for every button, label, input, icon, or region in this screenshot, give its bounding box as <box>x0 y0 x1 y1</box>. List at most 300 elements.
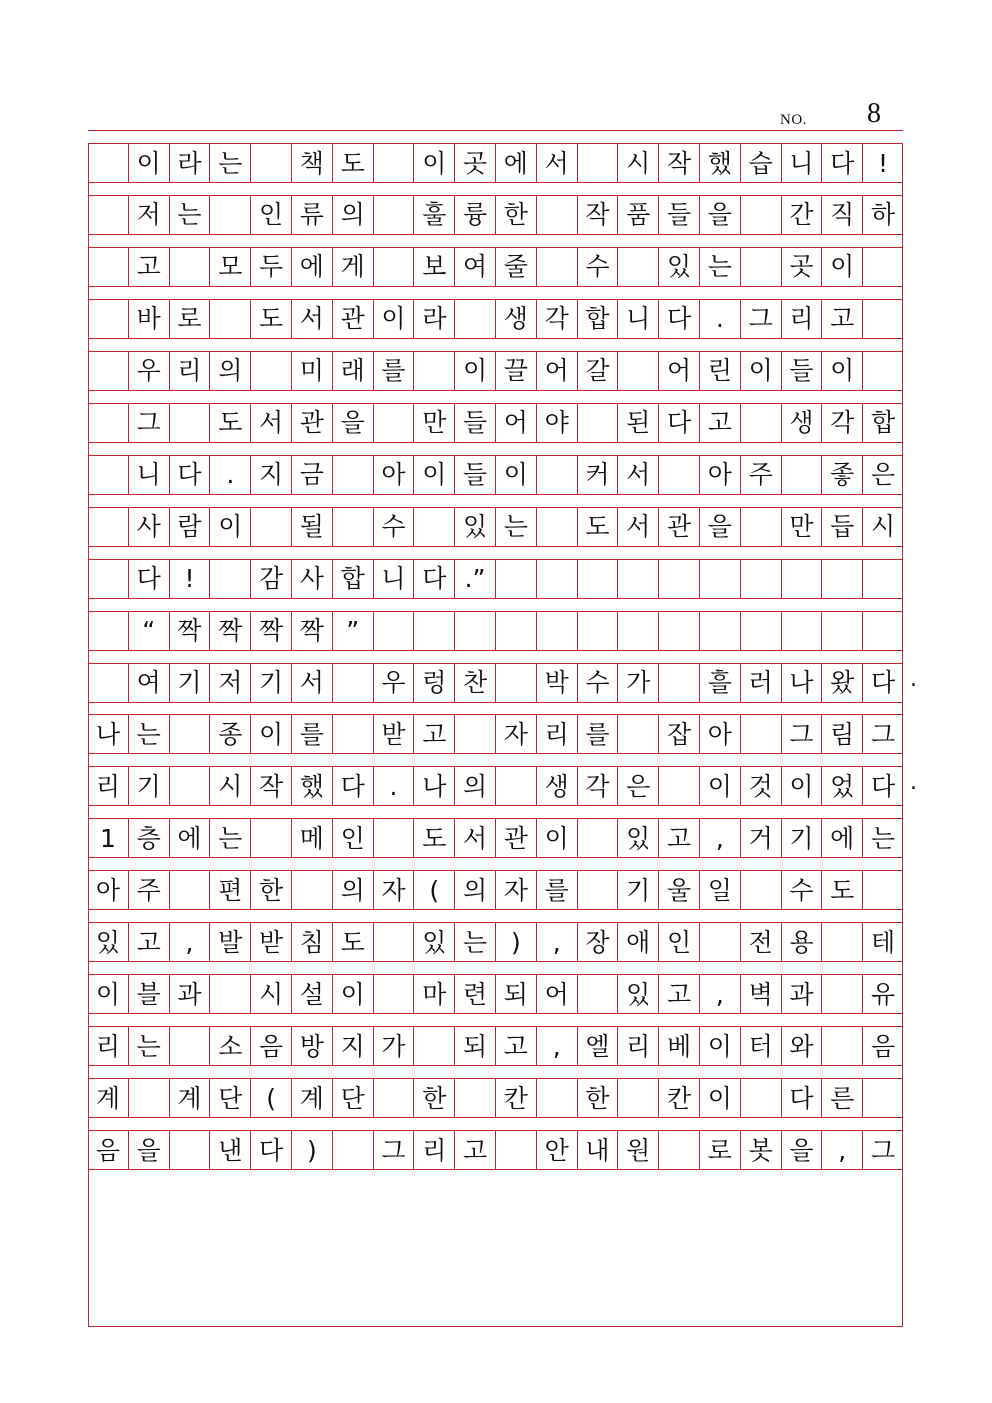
grid-cell: 자 <box>373 871 414 909</box>
grid-cell <box>740 196 781 234</box>
grid-cell: 시 <box>617 144 658 182</box>
grid-cell: 찬 <box>454 664 495 702</box>
grid-cell <box>454 612 495 650</box>
grid-cell <box>169 248 210 286</box>
grid-cell <box>821 975 862 1013</box>
grid-cell: 층 <box>128 819 169 857</box>
grid-cell: 에 <box>291 248 332 286</box>
grid-cell: 발 <box>209 923 250 961</box>
grid-cell <box>373 404 414 442</box>
grid-cell: 그 <box>740 300 781 338</box>
grid-cell: 이 <box>128 144 169 182</box>
grid-cell: 서 <box>617 456 658 494</box>
grid-cell: 지 <box>250 456 291 494</box>
grid-cell <box>413 508 454 546</box>
grid-cell: 의 <box>454 871 495 909</box>
grid-cell <box>740 1079 781 1117</box>
grid-cell <box>862 612 903 650</box>
grid-cell <box>740 404 781 442</box>
grid-cell: 단 <box>332 1079 373 1117</box>
grid-cell: 이 <box>250 715 291 753</box>
grid-cell: 받 <box>250 923 291 961</box>
grid-cell <box>209 975 250 1013</box>
grid-cell: 간 <box>781 196 822 234</box>
grid-cell: 리 <box>95 1031 120 1061</box>
grid-cell: 짝 <box>169 612 210 650</box>
grid-cell: 이 <box>495 456 536 494</box>
grid-cell: 각 <box>577 767 618 805</box>
grid-cell: 종 <box>209 715 250 753</box>
grid-cell <box>658 612 699 650</box>
grid-row <box>88 714 903 754</box>
grid-cell: 수 <box>577 664 618 702</box>
grid-cell: 과 <box>169 975 210 1013</box>
grid-cell: “ <box>128 612 169 650</box>
grid-cell: 울 <box>658 871 699 909</box>
grid-cell: 엘 <box>577 1027 618 1065</box>
grid-cell: 습 <box>740 144 781 182</box>
grid-cell: 들 <box>454 456 495 494</box>
grid-cell <box>373 975 414 1013</box>
grid-cell: 우 <box>128 352 169 390</box>
grid-cell: 래 <box>332 352 373 390</box>
grid-cell: 아 <box>373 456 414 494</box>
grid-cell: 에 <box>169 819 210 857</box>
grid-cell <box>88 352 128 390</box>
grid-cell: 을 <box>128 1131 169 1169</box>
grid-cell: 어 <box>658 352 699 390</box>
grid-cell: 장 <box>577 923 618 961</box>
grid-cell: 원 <box>617 1131 658 1169</box>
grid-cell: 두 <box>250 248 291 286</box>
grid-row <box>88 974 903 1014</box>
grid-cell: 다 <box>169 456 210 494</box>
grid-cell: 될 <box>291 508 332 546</box>
grid-cell: 일 <box>699 871 740 909</box>
grid-cell <box>536 1079 577 1117</box>
grid-cell: 도 <box>413 819 454 857</box>
grid-cell <box>373 1079 414 1117</box>
grid-cell: 도 <box>209 404 250 442</box>
grid-cell <box>862 560 903 598</box>
grid-cell: 었 <box>821 767 862 805</box>
grid-cell <box>536 248 577 286</box>
grid-cell: 야 <box>536 404 577 442</box>
grid-cell <box>617 715 658 753</box>
grid-cell: 지 <box>332 1027 373 1065</box>
grid-cell: 있 <box>658 248 699 286</box>
grid-cell: 자 <box>495 871 536 909</box>
grid-cell: 작 <box>658 144 699 182</box>
grid-cell <box>169 1131 210 1169</box>
grid-cell: 람 <box>169 508 210 546</box>
grid-cell: 짝 <box>291 612 332 650</box>
grid-cell <box>88 456 128 494</box>
grid-cell: 의 <box>332 196 373 234</box>
grid-cell: 서 <box>250 404 291 442</box>
grid-cell: 의 <box>332 871 373 909</box>
grid-cell: 블 <box>128 975 169 1013</box>
grid-cell <box>577 612 618 650</box>
grid-cell <box>454 1079 495 1117</box>
grid-cell: 이 <box>413 456 454 494</box>
grid-cell <box>699 923 740 961</box>
grid-cell <box>495 664 536 702</box>
grid-cell: 생 <box>781 404 822 442</box>
grid-cell: 로 <box>699 1131 740 1169</box>
grid-cell: 애 <box>617 923 658 961</box>
grid-cell: 는 <box>128 1027 169 1065</box>
grid-cell: 고 <box>658 819 699 857</box>
grid-cell: 용 <box>781 923 822 961</box>
grid-cell: 니 <box>128 456 169 494</box>
grid-cell: 린 <box>699 352 740 390</box>
grid-cell <box>658 664 699 702</box>
grid-cell: 한 <box>250 871 291 909</box>
grid-cell: 고 <box>128 923 169 961</box>
grid-cell: 거 <box>740 819 781 857</box>
grid-cell: 리 <box>95 771 120 801</box>
grid-cell: , <box>821 1131 862 1169</box>
grid-cell: 계 <box>169 1079 210 1117</box>
grid-cell: 고 <box>699 404 740 442</box>
grid-cell <box>862 1079 903 1117</box>
grid-cell: 기 <box>169 664 210 702</box>
grid-cell: 이 <box>95 979 120 1009</box>
grid-cell: 게 <box>332 248 373 286</box>
grid-cell <box>128 1079 169 1117</box>
grid-cell: 메 <box>291 819 332 857</box>
grid-cell: 그 <box>862 1131 903 1169</box>
grid-cell: 를 <box>536 871 577 909</box>
grid-cell: 저 <box>209 664 250 702</box>
grid-cell: 끌 <box>495 352 536 390</box>
grid-cell: 인 <box>250 196 291 234</box>
grid-cell: 주 <box>740 456 781 494</box>
grid-cell: , <box>169 923 210 961</box>
grid-cell <box>413 1027 454 1065</box>
grid-row <box>88 299 903 339</box>
grid-cell <box>373 612 414 650</box>
grid-cell: 시 <box>209 767 250 805</box>
grid-cell: 있 <box>95 927 120 957</box>
grid-row <box>88 766 903 806</box>
grid-cell <box>862 300 903 338</box>
page-number-block <box>780 98 905 130</box>
grid-cell: 흘 <box>699 664 740 702</box>
grid-cell: 다 <box>781 1079 822 1117</box>
grid-cell: .” <box>454 560 495 598</box>
grid-cell: 서 <box>291 300 332 338</box>
grid-cell: 한 <box>495 196 536 234</box>
grid-cell <box>821 1027 862 1065</box>
grid-row <box>88 455 903 495</box>
grid-cell: 들 <box>658 196 699 234</box>
grid-cell: 다 <box>250 1131 291 1169</box>
grid-cell: 리 <box>617 1027 658 1065</box>
grid-cell: 금 <box>291 456 332 494</box>
margin-overflow-mark: . <box>910 770 917 796</box>
grid-cell <box>373 248 414 286</box>
grid-cell: 들 <box>781 352 822 390</box>
grid-cell: 그 <box>128 404 169 442</box>
grid-cell: 했 <box>699 144 740 182</box>
grid-cell: 음 <box>95 1135 120 1165</box>
grid-cell <box>577 975 618 1013</box>
grid-cell: 벽 <box>740 975 781 1013</box>
grid-cell: 음 <box>250 1027 291 1065</box>
grid-cell: 륭 <box>454 196 495 234</box>
grid-cell <box>658 456 699 494</box>
grid-cell: 인 <box>332 819 373 857</box>
grid-cell: 이 <box>781 767 822 805</box>
grid-cell: 도 <box>577 508 618 546</box>
grid-cell <box>577 560 618 598</box>
grid-row <box>88 922 903 962</box>
grid-cell: 을 <box>332 404 373 442</box>
grid-cell: 유 <box>862 975 903 1013</box>
grid-cell: 받 <box>373 715 414 753</box>
grid-cell: 기 <box>250 664 291 702</box>
grid-cell: 베 <box>658 1027 699 1065</box>
grid-cell: 이 <box>373 300 414 338</box>
grid-cell <box>373 144 414 182</box>
grid-cell: 시 <box>250 975 291 1013</box>
grid-cell: 관 <box>658 508 699 546</box>
grid-cell <box>658 767 699 805</box>
grid-cell: 수 <box>577 248 618 286</box>
grid-cell: 고 <box>658 975 699 1013</box>
grid-cell: ) <box>291 1131 332 1169</box>
grid-row <box>88 403 903 443</box>
grid-cell: 아 <box>699 715 740 753</box>
grid-cell: 니 <box>373 560 414 598</box>
grid-cell <box>781 612 822 650</box>
grid-cell <box>454 715 495 753</box>
grid-cell: 는 <box>454 923 495 961</box>
grid-cell: 단 <box>209 1079 250 1117</box>
grid-cell: 렁 <box>413 664 454 702</box>
grid-cell: 다 <box>862 767 903 805</box>
grid-cell: 들 <box>454 404 495 442</box>
grid-cell: 서 <box>291 664 332 702</box>
grid-cell <box>332 664 373 702</box>
grid-cell: 도 <box>332 144 373 182</box>
grid-cell <box>169 1027 210 1065</box>
grid-cell: 는 <box>169 196 210 234</box>
grid-cell <box>740 508 781 546</box>
grid-cell: 시 <box>862 508 903 546</box>
grid-cell: , <box>699 975 740 1013</box>
grid-cell: 나 <box>413 767 454 805</box>
grid-cell: 수 <box>781 871 822 909</box>
grid-cell: 작 <box>250 767 291 805</box>
grid-cell: 도 <box>821 871 862 909</box>
grid-cell: 도 <box>332 923 373 961</box>
grid-row <box>88 818 903 858</box>
grid-cell: . <box>699 300 740 338</box>
grid-cell <box>413 612 454 650</box>
grid-cell: 칸 <box>495 1079 536 1117</box>
grid-cell <box>536 612 577 650</box>
grid-cell: 련 <box>454 975 495 1013</box>
grid-cell <box>332 456 373 494</box>
grid-cell: 다 <box>658 300 699 338</box>
grid-cell: 이 <box>821 248 862 286</box>
grid-cell: 리 <box>781 300 822 338</box>
grid-cell: 칸 <box>658 1079 699 1117</box>
grid-cell: 다 <box>862 664 903 702</box>
grid-cell: 생 <box>536 767 577 805</box>
grid-row <box>88 247 903 287</box>
grid-cell <box>169 871 210 909</box>
grid-cell <box>740 248 781 286</box>
grid-cell: 합 <box>332 560 373 598</box>
grid-cell: 있 <box>617 819 658 857</box>
grid-row <box>88 507 903 547</box>
grid-cell <box>88 248 128 286</box>
grid-cell: 서 <box>617 508 658 546</box>
grid-cell: 어 <box>495 404 536 442</box>
grid-cell: 는 <box>128 715 169 753</box>
grid-cell: , <box>536 923 577 961</box>
grid-cell: 주 <box>128 871 169 909</box>
grid-cell: 리 <box>413 1131 454 1169</box>
grid-cell: 직 <box>821 196 862 234</box>
grid-cell: 미 <box>291 352 332 390</box>
grid-cell <box>169 715 210 753</box>
grid-row <box>88 351 903 391</box>
grid-cell: 류 <box>291 196 332 234</box>
grid-cell: 림 <box>821 715 862 753</box>
grid-cell <box>88 300 128 338</box>
grid-cell: 니 <box>781 144 822 182</box>
grid-cell <box>781 456 822 494</box>
grid-cell <box>373 923 414 961</box>
page-number-value: 8 <box>867 98 881 129</box>
grid-cell: 1 <box>99 823 116 853</box>
grid-cell: ! <box>169 560 210 598</box>
grid-cell: 한 <box>413 1079 454 1117</box>
grid-cell: 커 <box>577 456 618 494</box>
grid-cell: 편 <box>209 871 250 909</box>
grid-cell: 은 <box>617 767 658 805</box>
grid-cell: 책 <box>291 144 332 182</box>
grid-cell <box>577 871 618 909</box>
grid-cell: 고 <box>454 1131 495 1169</box>
grid-cell: 되 <box>454 1027 495 1065</box>
margin-overflow-mark: . <box>910 666 917 692</box>
grid-cell <box>821 923 862 961</box>
grid-cell <box>862 352 903 390</box>
grid-row <box>88 1078 903 1118</box>
grid-cell: 관 <box>495 819 536 857</box>
grid-cell: , <box>536 1027 577 1065</box>
grid-cell: 이 <box>821 352 862 390</box>
grid-cell: 그 <box>373 1131 414 1169</box>
grid-cell: 전 <box>740 923 781 961</box>
grid-cell: 계 <box>95 1083 120 1113</box>
grid-cell: 그 <box>781 715 822 753</box>
grid-cell: 가 <box>373 1027 414 1065</box>
grid-cell: 이 <box>699 767 740 805</box>
grid-cell <box>454 300 495 338</box>
grid-cell: 보 <box>413 248 454 286</box>
grid-cell: 이 <box>413 144 454 182</box>
grid-cell: 리 <box>169 352 210 390</box>
grid-cell <box>250 144 291 182</box>
grid-cell: ) <box>495 923 536 961</box>
grid-cell: 이 <box>536 819 577 857</box>
grid-cell: 음 <box>862 1027 903 1065</box>
grid-cell: 는 <box>862 819 903 857</box>
grid-cell: 이 <box>699 1079 740 1117</box>
grid-cell: 가 <box>617 664 658 702</box>
grid-cell: . <box>373 767 414 805</box>
grid-cell: 여 <box>454 248 495 286</box>
grid-cell: 로 <box>169 300 210 338</box>
grid-cell: 아 <box>95 875 120 905</box>
grid-cell: 터 <box>740 1027 781 1065</box>
grid-cell: 아 <box>699 456 740 494</box>
grid-row <box>88 195 903 235</box>
grid-cell <box>88 664 128 702</box>
grid-cell: 침 <box>291 923 332 961</box>
grid-cell <box>250 819 291 857</box>
grid-cell: . <box>209 456 250 494</box>
grid-cell: 갈 <box>577 352 618 390</box>
grid-cell: 각 <box>821 404 862 442</box>
grid-cell: 설 <box>291 975 332 1013</box>
grid-cell: 도 <box>250 300 291 338</box>
grid-cell <box>536 456 577 494</box>
grid-cell <box>495 612 536 650</box>
page-number-label: NO. <box>780 112 807 128</box>
grid-cell: 은 <box>862 456 903 494</box>
grid-cell <box>373 819 414 857</box>
grid-cell: ” <box>332 612 373 650</box>
grid-cell: 테 <box>862 923 903 961</box>
grid-cell <box>658 560 699 598</box>
grid-cell: 는 <box>209 144 250 182</box>
grid-cell: 낸 <box>209 1131 250 1169</box>
grid-cell: 사 <box>291 560 332 598</box>
grid-cell: 리 <box>536 715 577 753</box>
grid-cell: 이 <box>699 1027 740 1065</box>
grid-cell <box>617 248 658 286</box>
grid-cell: 내 <box>577 1131 618 1169</box>
grid-cell: 생 <box>495 300 536 338</box>
grid-cell: 수 <box>373 508 414 546</box>
grid-cell: 이 <box>740 352 781 390</box>
grid-cell: 을 <box>699 196 740 234</box>
grid-cell <box>332 1131 373 1169</box>
grid-cell <box>658 1131 699 1169</box>
grid-cell: 을 <box>781 1131 822 1169</box>
grid-cell: 를 <box>373 352 414 390</box>
grid-cell: 있 <box>617 975 658 1013</box>
grid-cell: 기 <box>128 767 169 805</box>
grid-cell: 나 <box>95 719 120 749</box>
grid-cell <box>88 508 128 546</box>
grid-cell <box>495 560 536 598</box>
grid-cell: 른 <box>821 1079 862 1117</box>
grid-cell: 라 <box>169 144 210 182</box>
grid-cell: 했 <box>291 767 332 805</box>
grid-cell: 어 <box>536 352 577 390</box>
grid-cell: 된 <box>617 404 658 442</box>
grid-cell: 의 <box>454 767 495 805</box>
